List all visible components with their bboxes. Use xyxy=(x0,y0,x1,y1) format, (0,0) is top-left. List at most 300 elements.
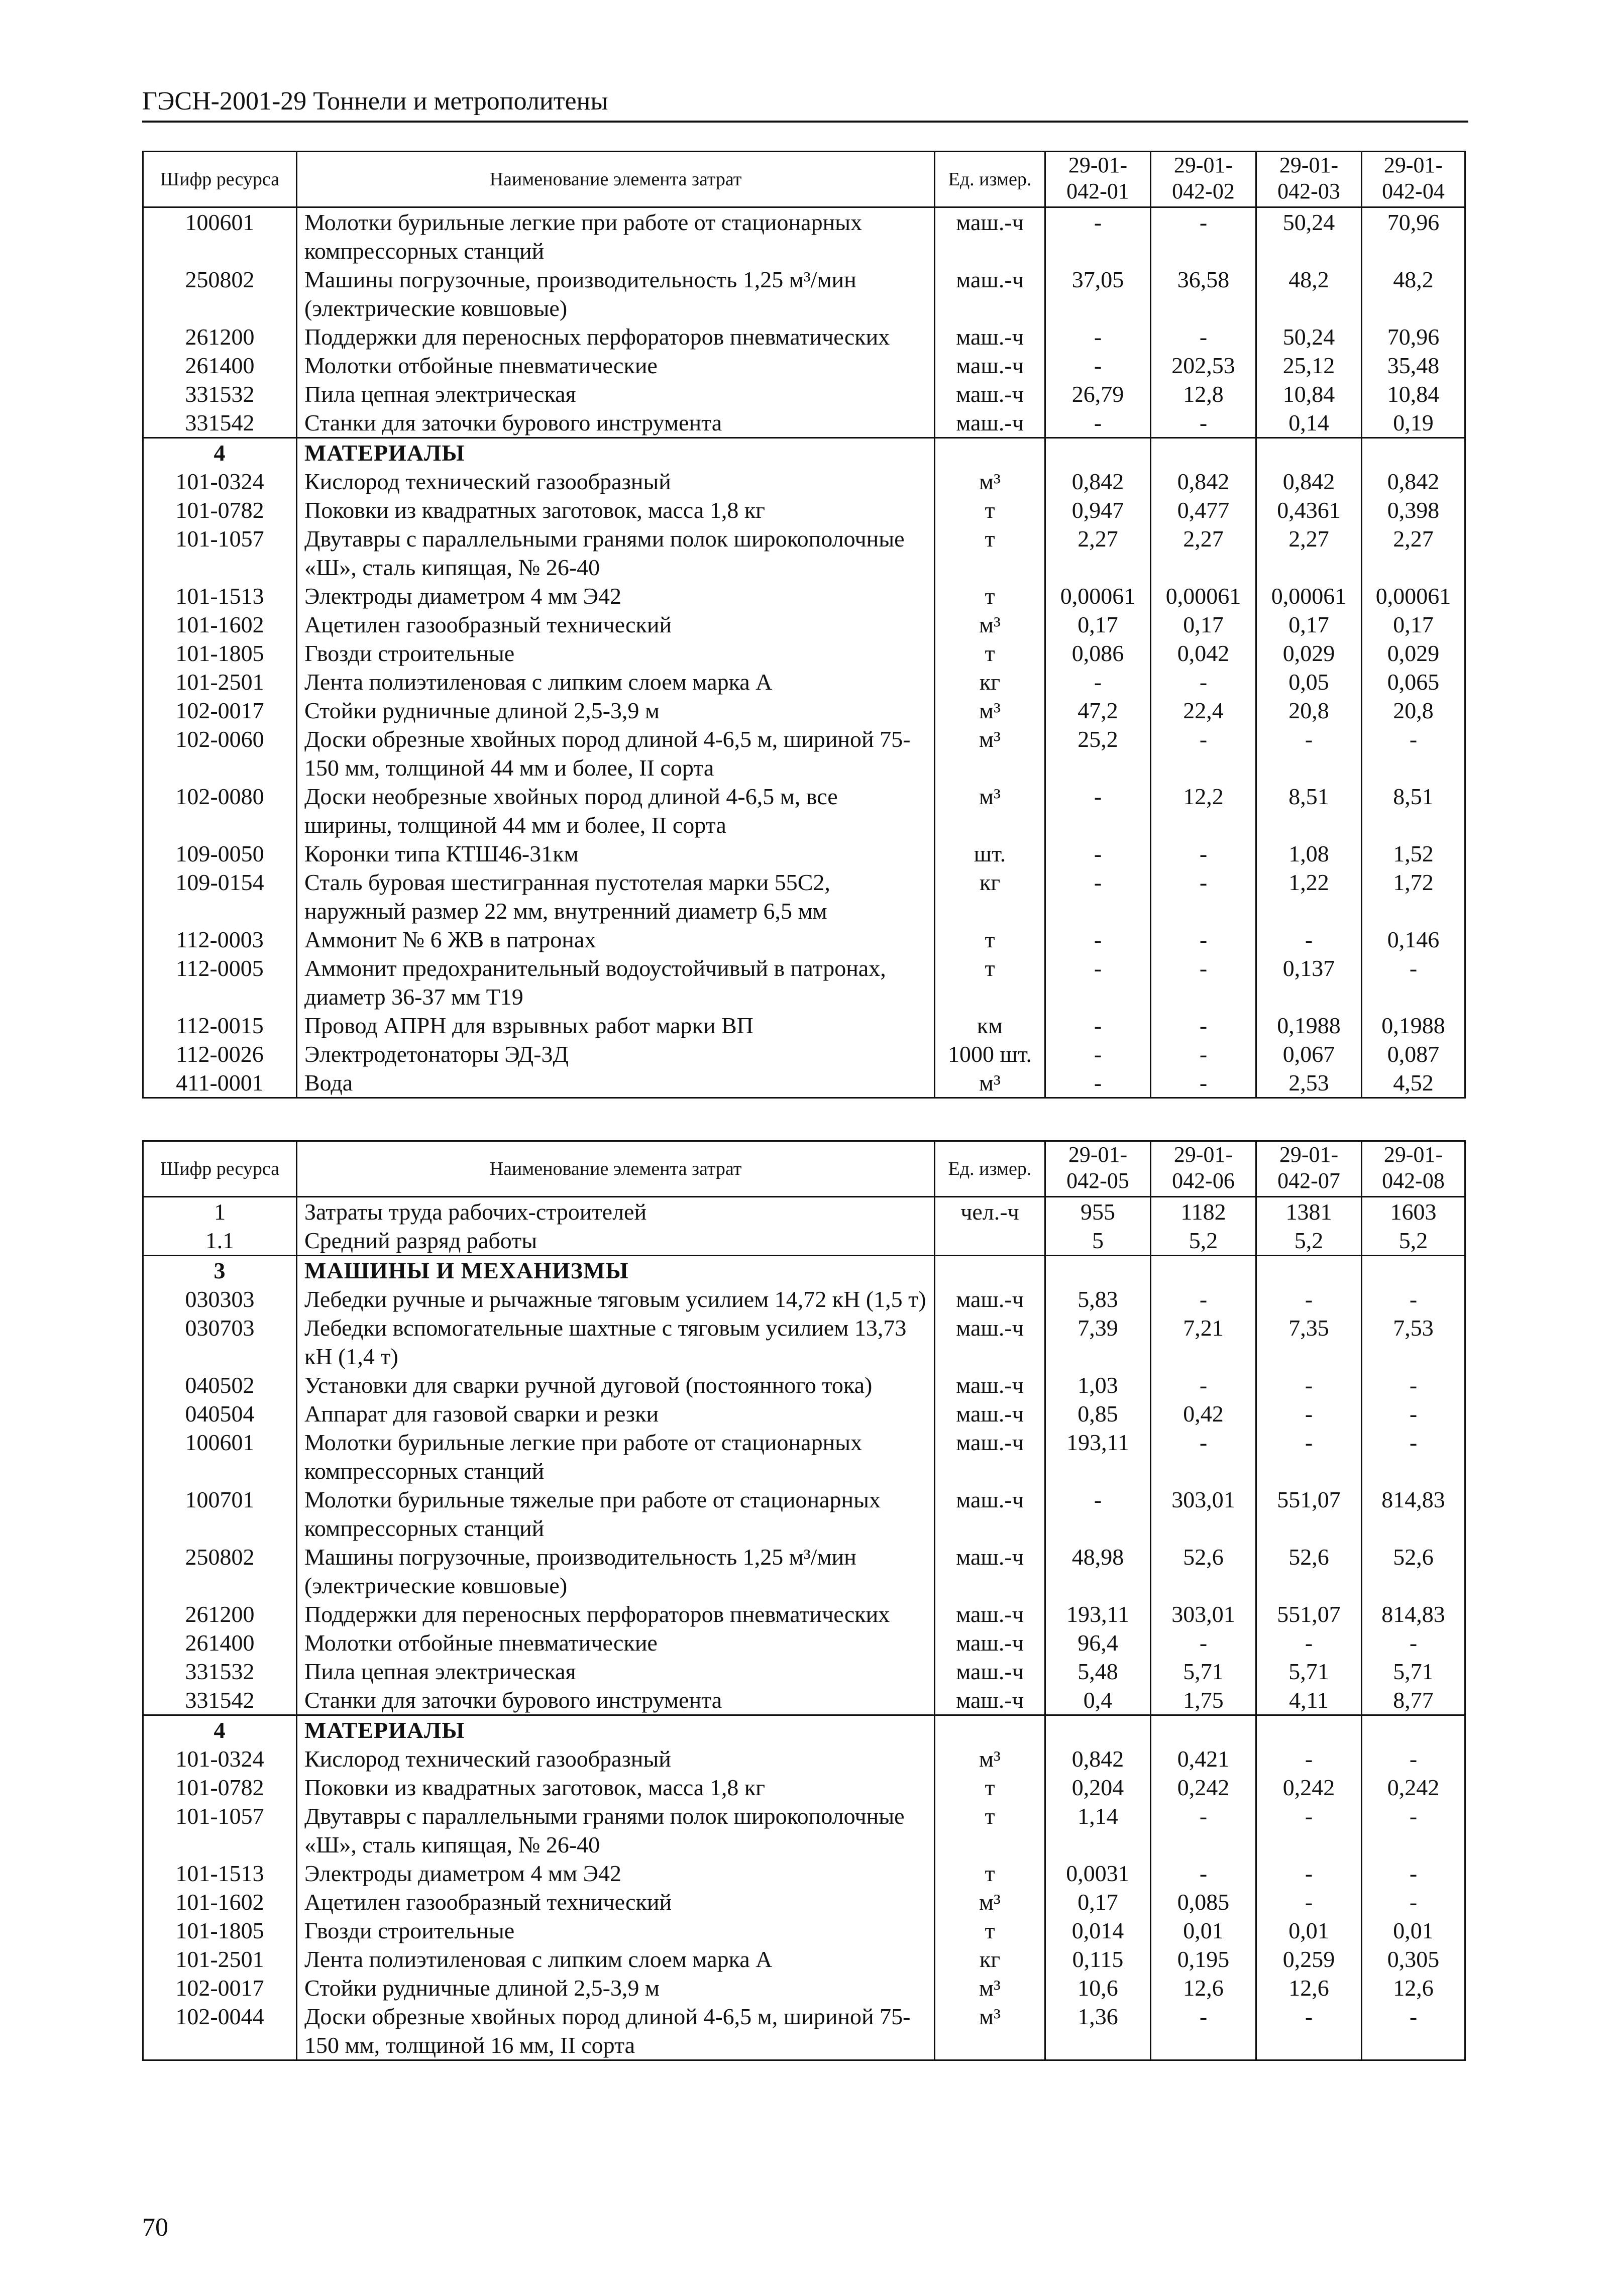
resource-unit xyxy=(935,1715,1045,1745)
resource-unit: маш.-ч xyxy=(935,322,1045,351)
norm-value: 0,842 xyxy=(1256,467,1362,496)
norm-value: - xyxy=(1151,868,1256,925)
resource-unit: м³ xyxy=(935,467,1045,496)
resource-code: 112-0026 xyxy=(143,1040,297,1068)
resource-name: Доски обрезные хвойных пород длиной 4-6,5 м, шириной 75-150 мм, толщиной 16 мм, II сорта xyxy=(297,2002,935,2060)
resource-code: 100601 xyxy=(143,1428,297,1485)
norm-value: 303,01 xyxy=(1151,1600,1256,1628)
table-header-row xyxy=(143,1141,1465,1197)
norm-value: - xyxy=(1045,1485,1151,1543)
norm-value: 20,8 xyxy=(1362,696,1465,725)
resource-unit: маш.-ч xyxy=(935,207,1045,266)
table-row xyxy=(143,1773,1465,1802)
header-norm-4 xyxy=(1362,152,1465,207)
norm-value: - xyxy=(1256,1399,1362,1428)
norm-code-line: 29-01- xyxy=(1173,1142,1233,1167)
norm-value: 8,77 xyxy=(1362,1686,1465,1715)
norm-value: - xyxy=(1045,1011,1151,1040)
resource-name: Аппарат для газовой сварки и резки xyxy=(297,1399,935,1428)
table-row xyxy=(143,639,1465,668)
norm-value: 551,07 xyxy=(1256,1600,1362,1628)
norm-value: 1182 xyxy=(1151,1197,1256,1227)
title-rule xyxy=(142,121,1468,123)
header-norm-3 xyxy=(1256,1141,1362,1197)
table-row xyxy=(143,610,1465,639)
norm-value: 2,53 xyxy=(1256,1068,1362,1098)
resource-name: Гвозди строительные xyxy=(297,1916,935,1945)
norm-code-line: 042-03 xyxy=(1277,179,1340,203)
resource-code: 102-0060 xyxy=(143,725,297,782)
norm-value: 193,11 xyxy=(1045,1600,1151,1628)
table-header-row xyxy=(143,152,1465,207)
norm-value: 25,2 xyxy=(1045,725,1151,782)
resource-name: Коронки типа КТШ46-31км xyxy=(297,839,935,868)
norm-value xyxy=(1256,1715,1362,1745)
resource-code: 102-0017 xyxy=(143,696,297,725)
norm-value xyxy=(1256,438,1362,468)
norm-value: 0,00061 xyxy=(1151,582,1256,610)
norm-value: - xyxy=(1362,1428,1465,1485)
norm-value: 48,2 xyxy=(1256,265,1362,322)
resource-name: Поковки из квадратных заготовок, масса 1,8 кг xyxy=(297,496,935,524)
resource-name: МАТЕРИАЛЫ xyxy=(297,438,935,468)
resource-code: 112-0003 xyxy=(143,925,297,954)
resource-name: Ацетилен газообразный технический xyxy=(297,1888,935,1916)
resource-name: МАТЕРИАЛЫ xyxy=(297,1715,935,1745)
norm-code-line: 042-02 xyxy=(1172,179,1235,203)
resource-unit: т xyxy=(935,925,1045,954)
norm-value: - xyxy=(1151,322,1256,351)
norm-value xyxy=(1362,438,1465,468)
table-row xyxy=(143,467,1465,496)
norm-value: 0,204 xyxy=(1045,1773,1151,1802)
norm-value: 10,84 xyxy=(1362,380,1465,408)
header-norm-2 xyxy=(1151,152,1256,207)
norm-value: 7,35 xyxy=(1256,1314,1362,1371)
norm-value: - xyxy=(1151,1011,1256,1040)
norm-value: 0,14 xyxy=(1256,408,1362,438)
table-row xyxy=(143,1399,1465,1428)
norm-value: 0,067 xyxy=(1256,1040,1362,1068)
resource-name: Молотки бурильные легкие при работе от стационарных компрессорных станций xyxy=(297,207,935,266)
norm-value: 70,96 xyxy=(1362,207,1465,266)
norm-value: 1,08 xyxy=(1256,839,1362,868)
table-row xyxy=(143,1371,1465,1399)
norm-value: - xyxy=(1362,1399,1465,1428)
resource-name: Поковки из квадратных заготовок, масса 1,8 кг xyxy=(297,1773,935,1802)
header-unit: Ед. измер. xyxy=(935,1141,1045,1197)
norm-value: 35,48 xyxy=(1362,351,1465,380)
norm-value: - xyxy=(1045,954,1151,1011)
resource-name: Аммонит предохранительный водоустойчивый в патронах, диаметр 36-37 мм Т19 xyxy=(297,954,935,1011)
norm-value: 0,087 xyxy=(1362,1040,1465,1068)
norm-value: 12,6 xyxy=(1256,1974,1362,2002)
resource-unit: м³ xyxy=(935,1744,1045,1773)
norm-value: 52,6 xyxy=(1256,1543,1362,1600)
resource-name: Машины погрузочные, производительность 1,25 м³/мин (электрические ковшовые) xyxy=(297,265,935,322)
resource-code: 030303 xyxy=(143,1285,297,1314)
resource-unit: т xyxy=(935,496,1045,524)
resource-name: Машины погрузочные, производительность 1,25 м³/мин (электрические ковшовые) xyxy=(297,1543,935,1600)
norm-value: - xyxy=(1151,1628,1256,1657)
resource-code: 101-1602 xyxy=(143,1888,297,1916)
norm-value: - xyxy=(1045,782,1151,839)
norm-value: 193,11 xyxy=(1045,1428,1151,1485)
resource-name: Электродетонаторы ЭД-3Д xyxy=(297,1040,935,1068)
table-row xyxy=(143,782,1465,839)
resource-code: 040502 xyxy=(143,1371,297,1399)
resource-code: 331532 xyxy=(143,1657,297,1686)
resource-unit: маш.-ч xyxy=(935,1600,1045,1628)
header-norm-1 xyxy=(1045,1141,1151,1197)
resource-unit: т xyxy=(935,954,1045,1011)
header-name: Наименование элемента затрат xyxy=(297,152,935,207)
norm-value: 12,8 xyxy=(1151,380,1256,408)
norm-value: 814,83 xyxy=(1362,1600,1465,1628)
norm-value: - xyxy=(1362,725,1465,782)
resource-code: 109-0154 xyxy=(143,868,297,925)
resource-unit: маш.-ч xyxy=(935,1285,1045,1314)
norm-value: - xyxy=(1256,925,1362,954)
section-row xyxy=(143,1715,1465,1745)
header-norm-4 xyxy=(1362,1141,1465,1197)
norm-value xyxy=(1151,438,1256,468)
norm-value: 2,27 xyxy=(1151,524,1256,582)
norm-value xyxy=(1045,1715,1151,1745)
resource-table-2 xyxy=(142,1140,1466,2061)
resource-code: 101-1805 xyxy=(143,639,297,668)
resource-code: 101-0324 xyxy=(143,1744,297,1773)
norm-value: 0,17 xyxy=(1256,610,1362,639)
norm-code-line: 042-06 xyxy=(1172,1168,1235,1193)
norm-value: 0,146 xyxy=(1362,925,1465,954)
norm-code-line: 29-01- xyxy=(1068,153,1128,177)
resource-unit xyxy=(935,1226,1045,1256)
norm-value: 1381 xyxy=(1256,1197,1362,1227)
table-row xyxy=(143,265,1465,322)
resource-code: 100601 xyxy=(143,207,297,266)
table-row xyxy=(143,1428,1465,1485)
norm-code-line: 29-01- xyxy=(1279,153,1339,177)
table-row xyxy=(143,696,1465,725)
resource-code: 109-0050 xyxy=(143,839,297,868)
norm-value: - xyxy=(1256,1888,1362,1916)
resource-unit: маш.-ч xyxy=(935,1399,1045,1428)
resource-code: 331532 xyxy=(143,380,297,408)
norm-value: 52,6 xyxy=(1362,1543,1465,1600)
norm-value: - xyxy=(1362,1371,1465,1399)
norm-value: 5,2 xyxy=(1362,1226,1465,1256)
table-row xyxy=(143,1802,1465,1859)
resource-unit: т xyxy=(935,1773,1045,1802)
norm-value: 0,85 xyxy=(1045,1399,1151,1428)
table-row xyxy=(143,1285,1465,1314)
norm-value: - xyxy=(1151,925,1256,954)
resource-name: Затраты труда рабочих-строителей xyxy=(297,1197,935,1227)
norm-value: - xyxy=(1045,668,1151,696)
table-row xyxy=(143,408,1465,438)
header-name: Наименование элемента затрат xyxy=(297,1141,935,1197)
resource-name: Кислород технический газообразный xyxy=(297,467,935,496)
resource-unit: маш.-ч xyxy=(935,1686,1045,1715)
norm-value: 0,947 xyxy=(1045,496,1151,524)
norm-value: - xyxy=(1151,1285,1256,1314)
resource-name: Стойки рудничные длиной 2,5-3,9 м xyxy=(297,1974,935,2002)
norm-value: 0,842 xyxy=(1045,1744,1151,1773)
table-row xyxy=(143,668,1465,696)
norm-value: 4,52 xyxy=(1362,1068,1465,1098)
norm-code-line: 29-01- xyxy=(1068,1142,1128,1167)
header-norm-1 xyxy=(1045,152,1151,207)
norm-value: - xyxy=(1256,2002,1362,2060)
table-row xyxy=(143,1945,1465,1974)
norm-value: 0,242 xyxy=(1151,1773,1256,1802)
norm-value: 0,00061 xyxy=(1045,582,1151,610)
norm-value: 8,51 xyxy=(1256,782,1362,839)
resource-unit xyxy=(935,438,1045,468)
norm-value: 202,53 xyxy=(1151,351,1256,380)
header-code: Шифр ресурса xyxy=(143,152,297,207)
norm-value: 0,259 xyxy=(1256,1945,1362,1974)
table-row xyxy=(143,1226,1465,1256)
norm-value: 4,11 xyxy=(1256,1686,1362,1715)
resource-unit xyxy=(935,1256,1045,1285)
norm-value: 0,014 xyxy=(1045,1916,1151,1945)
resource-name: Пила цепная электрическая xyxy=(297,380,935,408)
table-body xyxy=(143,1197,1465,2060)
norm-code-line: 29-01- xyxy=(1173,153,1233,177)
section-row xyxy=(143,1256,1465,1285)
resource-name: Лебедки ручные и рычажные тяговым усилием 14,72 кН (1,5 т) xyxy=(297,1285,935,1314)
table-row xyxy=(143,1011,1465,1040)
resource-code: 102-0044 xyxy=(143,2002,297,2060)
norm-value xyxy=(1362,1715,1465,1745)
norm-value xyxy=(1151,1256,1256,1285)
norm-value: 12,2 xyxy=(1151,782,1256,839)
norm-value: - xyxy=(1256,1285,1362,1314)
norm-value: 26,79 xyxy=(1045,380,1151,408)
norm-value: 22,4 xyxy=(1151,696,1256,725)
resource-name: Лебедки вспомогательные шахтные с тяговым усилием 13,73 кН (1,4 т) xyxy=(297,1314,935,1371)
norm-value: 70,96 xyxy=(1362,322,1465,351)
norm-value: - xyxy=(1045,839,1151,868)
norm-value: - xyxy=(1256,725,1362,782)
resource-name: Станки для заточки бурового инструмента xyxy=(297,408,935,438)
norm-value: 1,75 xyxy=(1151,1686,1256,1715)
resource-code: 112-0015 xyxy=(143,1011,297,1040)
resource-name: Молотки бурильные легкие при работе от стационарных компрессорных станций xyxy=(297,1428,935,1485)
resource-unit: т xyxy=(935,524,1045,582)
resource-code: 261400 xyxy=(143,1628,297,1657)
norm-value: 955 xyxy=(1045,1197,1151,1227)
norm-value: - xyxy=(1045,322,1151,351)
page-header xyxy=(142,86,1468,123)
resource-name: Электроды диаметром 4 мм Э42 xyxy=(297,1859,935,1888)
norm-value: 0,00061 xyxy=(1362,582,1465,610)
resource-name: Пила цепная электрическая xyxy=(297,1657,935,1686)
norm-value: 0,01 xyxy=(1256,1916,1362,1945)
table-row xyxy=(143,1314,1465,1371)
norm-value: 0,842 xyxy=(1362,467,1465,496)
norm-value: 2,27 xyxy=(1256,524,1362,582)
table-row xyxy=(143,2002,1465,2060)
norm-value xyxy=(1045,1256,1151,1285)
resource-name: Вода xyxy=(297,1068,935,1098)
norm-value: 12,6 xyxy=(1151,1974,1256,2002)
resource-code: 250802 xyxy=(143,1543,297,1600)
resource-unit: чел.-ч xyxy=(935,1197,1045,1227)
norm-value: - xyxy=(1151,408,1256,438)
norm-value: 2,27 xyxy=(1045,524,1151,582)
header-code: Шифр ресурса xyxy=(143,1141,297,1197)
norm-value: - xyxy=(1045,1040,1151,1068)
page-number: 70 xyxy=(142,2213,168,2242)
norm-value: - xyxy=(1362,1744,1465,1773)
norm-value xyxy=(1151,1715,1256,1745)
norm-value: 36,58 xyxy=(1151,265,1256,322)
norm-value: 303,01 xyxy=(1151,1485,1256,1543)
resource-name: Стойки рудничные длиной 2,5-3,9 м xyxy=(297,696,935,725)
norm-value: 0,042 xyxy=(1151,639,1256,668)
resource-unit: маш.-ч xyxy=(935,408,1045,438)
norm-value: 0,4 xyxy=(1045,1686,1151,1715)
norm-value: - xyxy=(1256,1744,1362,1773)
resource-unit: т xyxy=(935,639,1045,668)
resource-code: 030703 xyxy=(143,1314,297,1371)
table-row xyxy=(143,380,1465,408)
table-row xyxy=(143,1974,1465,2002)
resource-name: Лента полиэтиленовая с липким слоем марка А xyxy=(297,1945,935,1974)
norm-value: - xyxy=(1151,1040,1256,1068)
resource-name: Поддержки для переносных перфораторов пневматических xyxy=(297,322,935,351)
resource-unit: м³ xyxy=(935,1974,1045,2002)
resource-unit: м³ xyxy=(935,782,1045,839)
norm-value: 0,242 xyxy=(1362,1773,1465,1802)
table-row xyxy=(143,524,1465,582)
resource-code: 101-2501 xyxy=(143,1945,297,1974)
table-row xyxy=(143,1657,1465,1686)
table-row xyxy=(143,839,1465,868)
resource-code: 4 xyxy=(143,1715,297,1745)
norm-code-line: 042-07 xyxy=(1277,1168,1340,1193)
norm-value: - xyxy=(1151,1068,1256,1098)
resource-name: Провод АПРН для взрывных работ марки ВП xyxy=(297,1011,935,1040)
resource-unit: маш.-ч xyxy=(935,1371,1045,1399)
norm-value: - xyxy=(1256,1859,1362,1888)
norm-value: 0,1988 xyxy=(1256,1011,1362,1040)
norm-value: 0,195 xyxy=(1151,1945,1256,1974)
resource-code: 261200 xyxy=(143,1600,297,1628)
norm-value: - xyxy=(1362,1285,1465,1314)
resource-code: 101-1805 xyxy=(143,1916,297,1945)
resource-unit: маш.-ч xyxy=(935,1485,1045,1543)
header-norm-2 xyxy=(1151,1141,1256,1197)
norm-value: 5 xyxy=(1045,1226,1151,1256)
norm-value: - xyxy=(1045,408,1151,438)
norm-value: 1,14 xyxy=(1045,1802,1151,1859)
resource-unit: т xyxy=(935,582,1045,610)
norm-value: - xyxy=(1151,1428,1256,1485)
resource-code: 101-0782 xyxy=(143,1773,297,1802)
norm-value: 0,05 xyxy=(1256,668,1362,696)
norm-value: 0,398 xyxy=(1362,496,1465,524)
resource-unit: м³ xyxy=(935,725,1045,782)
norm-value: - xyxy=(1045,351,1151,380)
table-row xyxy=(143,1744,1465,1773)
norm-value: 0,17 xyxy=(1362,610,1465,639)
norm-value: 0,115 xyxy=(1045,1945,1151,1974)
norm-value: 52,6 xyxy=(1151,1543,1256,1600)
resource-code: 4 xyxy=(143,438,297,468)
resource-unit: кг xyxy=(935,668,1045,696)
norm-value: 814,83 xyxy=(1362,1485,1465,1543)
resource-code: 101-1602 xyxy=(143,610,297,639)
resource-unit: м³ xyxy=(935,696,1045,725)
norm-value: - xyxy=(1151,725,1256,782)
norm-value: 20,8 xyxy=(1256,696,1362,725)
norm-value: - xyxy=(1362,2002,1465,2060)
norm-value: 37,05 xyxy=(1045,265,1151,322)
resource-name: Доски обрезные хвойных пород длиной 4-6,5 м, шириной 75-150 мм, толщиной 44 мм и более, II сорта xyxy=(297,725,935,782)
norm-value: 0,01 xyxy=(1362,1916,1465,1945)
norm-value xyxy=(1045,438,1151,468)
norm-value: 5,71 xyxy=(1362,1657,1465,1686)
resource-name: Сталь буровая шестигранная пустотелая марки 55С2, наружный размер 22 мм, внутренний диаметр 6,5 мм xyxy=(297,868,935,925)
resource-code: 101-1057 xyxy=(143,524,297,582)
norm-value: - xyxy=(1045,207,1151,266)
resource-code: 040504 xyxy=(143,1399,297,1428)
table-row xyxy=(143,1628,1465,1657)
table-row xyxy=(143,1600,1465,1628)
table-row xyxy=(143,1068,1465,1098)
resource-unit: т xyxy=(935,1859,1045,1888)
resource-unit: маш.-ч xyxy=(935,1657,1045,1686)
resource-code: 1.1 xyxy=(143,1226,297,1256)
table-row xyxy=(143,1197,1465,1227)
table-row xyxy=(143,1485,1465,1543)
resource-name: Двутавры с параллельными гранями полок широкополочные «Ш», сталь кипящая, № 26-40 xyxy=(297,1802,935,1859)
norm-value: 551,07 xyxy=(1256,1485,1362,1543)
resource-name: Кислород технический газообразный xyxy=(297,1744,935,1773)
norm-value: 0,17 xyxy=(1151,610,1256,639)
norm-value: 0,842 xyxy=(1045,467,1151,496)
norm-value: - xyxy=(1362,1859,1465,1888)
norm-value: - xyxy=(1362,1628,1465,1657)
resource-code: 101-2501 xyxy=(143,668,297,696)
norm-value: - xyxy=(1045,1068,1151,1098)
resource-unit: кг xyxy=(935,868,1045,925)
norm-value: 0,305 xyxy=(1362,1945,1465,1974)
resource-unit: м³ xyxy=(935,2002,1045,2060)
norm-value: - xyxy=(1045,925,1151,954)
norm-value: 0,065 xyxy=(1362,668,1465,696)
norm-value: - xyxy=(1362,1802,1465,1859)
norm-value: - xyxy=(1151,207,1256,266)
resource-name: Ацетилен газообразный технический xyxy=(297,610,935,639)
table-row xyxy=(143,1859,1465,1888)
resource-code: 250802 xyxy=(143,265,297,322)
resource-unit: кг xyxy=(935,1945,1045,1974)
norm-value: - xyxy=(1362,954,1465,1011)
table-row xyxy=(143,1543,1465,1600)
resource-name: Гвозди строительные xyxy=(297,639,935,668)
norm-value: - xyxy=(1151,839,1256,868)
resource-unit: м³ xyxy=(935,1888,1045,1916)
norm-value xyxy=(1256,1256,1362,1285)
norm-value: - xyxy=(1256,1802,1362,1859)
table-row xyxy=(143,207,1465,266)
norm-code-line: 042-05 xyxy=(1066,1168,1129,1193)
